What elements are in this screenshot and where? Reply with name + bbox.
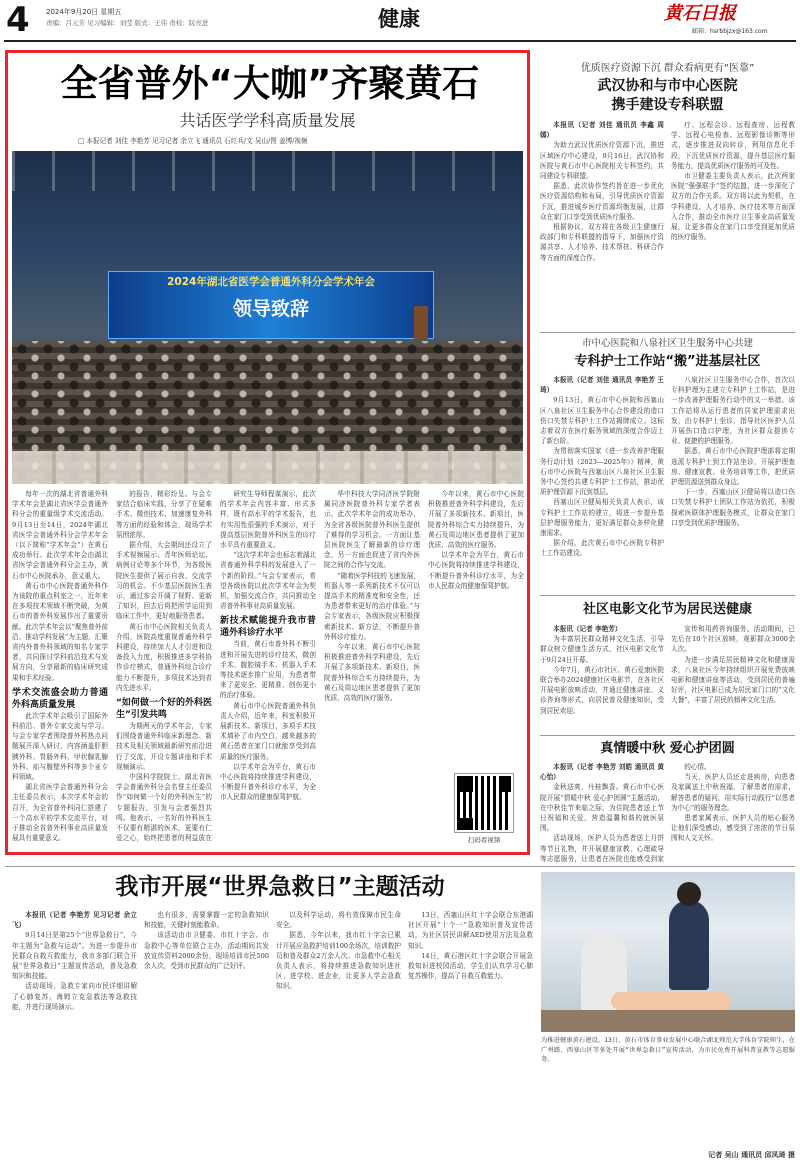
art3-paragraph: 据悉，黄石市中心医院护理部将定期选派专科护士到工作站坐诊，开展护理查房、健康宣教、业务培训等工作，把优质护理资源送到群众身边。 (671, 447, 795, 487)
section-title: 健康 (378, 7, 420, 31)
page-number: 4 (6, 0, 30, 40)
art5-paragraph: 患者家属表示，医护人员的贴心服务让他们深受感动，感受到了浓浓的节日氛围和人文关怀。 (671, 814, 795, 843)
art6-byline: 本报讯（记者 李艳芳 见习记者 余立飞） (12, 911, 137, 930)
lead-column-3 (220, 489, 316, 844)
ceiling-lights (12, 151, 523, 191)
masthead (0, 0, 800, 44)
conference-photo (12, 151, 523, 484)
lead-subhead-1: 学术交流盛会助力普通外科高质量发展 (12, 687, 108, 710)
newspaper-logo: 黄石日报 (664, 3, 736, 24)
art3-kicker: 市中心医院和八泉社区卫生服务中心共建 (581, 338, 753, 349)
art2-kicker: 优质医疗资源下沉 群众看病更有“医靠” (580, 63, 755, 74)
qr-caption: 扫码看视频 (467, 836, 501, 844)
lead-paragraph: 此次学术年会吸引了国际外科前沿、普外专家交流与学习。与会专家学者围绕普外科热点问题展开深入研讨，内容涵盖肝胆胰外科、胃肠外科、甲状腺乳腺外科、疝与腹壁外科等多个亚专科领域。 (12, 711, 108, 782)
art2-column-2 (671, 120, 795, 332)
art2-paragraph: 为助力武汉优质医疗资源下沉，推进区域医疗中心建设，9月16日，武汉协和医院与黄石市中心医院相关专科签约，共同建设专科联盟。 (540, 141, 664, 181)
first-aid-photo (541, 872, 795, 1032)
lead-paragraph: 以学术年会为平台，黄石市中心医院将持续推进学科建设，不断提升普外科诊疗水平，为全市人民群众的健康保驾护航。 (220, 762, 316, 802)
art4-title: 社区电影文化节为居民送健康 (582, 602, 752, 617)
lead-paragraph: 的报告，精彩纷呈。与会专家结合临床实践，分享了在疑难手术、微创技术、加速康复外科等方面的经验和体会，现场学术氛围浓厚。 (116, 490, 212, 539)
art6-paragraph: 13日，西塞山区红十字会联合东港湖社区开展“十个一”急救知识普及宣传活动，为社区居民讲解AED使用方法及急救知识。 (408, 911, 533, 950)
art6-column-2 (144, 910, 269, 1160)
art3-paragraph: 据介绍，此次黄石市中心医院专科护士工作站建设。 (540, 539, 664, 558)
table-cloth (12, 451, 523, 484)
lead-column-5 (428, 489, 524, 771)
lead-paragraph: 中国科学院院士、湖北省医学会普通外科分会名誉主任委员作“如何做一个好的外科医生”的专题报告，引发与会者强烈共鸣。他表示，一名好的外科医生不仅要有精湛的医术，更要有仁爱之心，始终把患者的利益放在 (116, 773, 212, 843)
art5-column-2 (671, 762, 795, 864)
art2-paragraph: 据悉，此次协作签约旨在进一步优化医疗资源结构和布局，引导优质医疗资源下沉，推进城乡医疗资源均衡发展，让群众在家门口享受到优质医疗服务。 (540, 182, 664, 221)
art2-paragraph: 根据协议，双方将在各级卫生健康行政部门和专科联盟的指导下，加强医疗资源共享、人才培养、技术帮扶、科研合作等方面的深度合作。 (540, 223, 664, 262)
lead-paragraph: 黄石市中心医院相关负责人介绍，医院高度重视普通外科学科建设，持续加大人才引进和设备投入力度，积极推进多学科协作诊疗模式，普通外科综合诊疗能力不断提升，多项技术达到省内先进水平。 (116, 622, 212, 692)
art2-title-1: 武汉协和与市中心医院 (597, 78, 738, 94)
instructor-figure (669, 900, 709, 990)
art6-paragraph: 也有很多，需要掌握一定的急救知识和技能，关键时刻能救命。 (144, 911, 269, 930)
lead-byline: □ 本报记者 刘佳 李艳芳 见习记者 余立飞 通讯员 石红兵/文 吴山/图 姜博/视频 (78, 137, 308, 145)
lead-column-1 (12, 489, 108, 844)
photo-credit: 记者 吴山 通讯员 邱凤琦 摄 (708, 1151, 795, 1159)
lead-paragraph: 当前，黄石市普外科不断引进和开展先进的诊疗技术，微创手术、腹腔镜手术、机器人手术等技术逐步推广应用，为患者带来了更安全、更精准、创伤更小的治疗体验。 (220, 640, 316, 700)
art2-title-2: 携手建设专科联盟 (611, 97, 724, 113)
podium (414, 306, 428, 340)
editors-line: 责编：吕元芳 见习编辑：刘莹 版式：王伟 责校：阮亮进 (46, 19, 209, 27)
art6-paragraph: 以及科学运动，将有效保障市民生命安全。 (276, 911, 401, 930)
art6-paragraph: 该活动由市卫健委、市红十字会、市急救中心等单位联合主办，活动期间共发放宣传资料2000余份，现场培训市民500余人次，受到市民群众的广泛好评。 (144, 931, 269, 971)
art3-byline: 本报讯（记者 刘佳 通讯员 李艳芳 王琦） (540, 376, 664, 395)
lead-paragraph: 黄石市中心医院普通外科负责人介绍，近年来，科室积极开展新技术、新项目，多项手术技术填补了市内空白，越来越多的黄石患者在家门口就能享受到高质量的医疗服务。 (220, 701, 316, 761)
lead-paragraph: 以学术年会为平台，黄石市中心医院将持续推进学科建设，不断提升普外科诊疗水平，为全市人民群众的健康保驾护航。 (428, 551, 524, 590)
art6-column-4 (408, 910, 533, 1160)
lead-paragraph: 据介绍，大会期间还设立了手术视频展示、青年医师论坛、病例讨论等多个环节，为各级医院医生提供了展示自我、交流学习的机会。不少基层医院医生表示，通过参会开阔了视野、更新了知识，回去后将把所学运用到临床工作中，更好地服务患者。 (116, 541, 212, 621)
lead-paragraph: “随着医学科技的飞速发展，机器人等一系列新技术不仅可以提高手术的精准度和安全性，还为患者带来更好的治疗体验。”与会专家表示，各级医院应积极探索新技术、新方法，不断提升普外科诊疗能力。 (324, 571, 420, 641)
lead-paragraph: 今年以来，黄石市中心医院积极推进普外科学科建设，先后开展了多项新技术、新项目，医院普外科综合实力持续提升，为黄石及周边地区患者提供了更加优质、高效的医疗服务。 (428, 490, 524, 550)
art4-column-1 (540, 624, 664, 734)
art3-paragraph: 西塞山区卫健局相关负责人表示，该专科护士工作站的建立，将进一步提升基层护理服务能力，更好满足群众多样化健康需求。 (540, 498, 664, 538)
art6-paragraph: 14日，黄石港区红十字会联合开展急救知识进校园活动，学生们认真学习心肺复苏操作，提高了自救互救能力。 (408, 951, 533, 981)
date-line: 2024年9月20日 星期五 (46, 8, 122, 16)
email-line: 邮箱：hsrbbjzx@163.com (692, 28, 768, 35)
art4-column-2 (671, 624, 795, 734)
art5-paragraph: 活动现场，医护人员为患者送上月饼等节日礼物，并开展健康宣教、心理疏导等志愿服务，让患者在医院也能感受到家 (540, 834, 664, 863)
lead-subhead-3: 新技术赋能提升我市普通外科诊疗水平 (220, 616, 316, 639)
lead-paragraph: 为期两天的学术年会，专家们围绕普通外科临床新理念、新技术及相关领域最新研究前沿进行了交流，开设专题讲座和手术视频演示。 (116, 722, 212, 771)
art2-byline: 本报讯（记者 刘佳 通讯员 李鑫 周嫣） (540, 121, 664, 140)
divider (5, 866, 795, 867)
art6-column-1 (12, 910, 137, 1160)
art3-paragraph: 9月13日，黄石市中心医院和西塞山区八泉社区卫生服务中心合作建设的造口伤口失禁专科护士工作站揭牌成立。这标志着双方在医疗服务领域的深度合作迈上了新台阶。 (540, 396, 664, 446)
art6-paragraph: 活动现场，急救专家向市民详细讲解了心肺复苏、海姆立克急救法等急救技能，并进行现场演示。 (12, 982, 137, 1011)
art2-paragraph: 市卫健委主要负责人表示，此次两家医院“强强联手”签约结盟，进一步深化了双方的合作关系。双方将以此为契机，在学科建设、人才培养、医疗技术等方面深入合作，推动全市医疗卫生事业高质量发展，让更多群众在家门口享受到更加优质的医疗服务。 (671, 172, 795, 242)
art6-column-3 (276, 910, 401, 1160)
art5-paragraph: 当天，医护人员还走进病房，向患者及家属送上中秋祝福，了解患者的需求，解答患者的疑问，用实际行动践行“以患者为中心”的服务理念。 (671, 773, 795, 812)
lead-paragraph: 华中科技大学同济医学院附属同济医院普外科专家学者表示，此次学术年会的成功举办，为全省各级医院普外科医生提供了难得的学习机会。一方面让基层医院医生了解最新的诊疗理念，另一方面也促进了省内外医院之间的合作与交流。 (324, 490, 420, 570)
lead-paragraph: 黄石市中心医院普通外科作为该院的重点科室之一，近年来在多项技术领域不断突破，为黄石市的普外科发展作出了重要贡献。此次学术年会以“聚焦普外前沿、推动学科发展”为主题，汇聚省内外普外科领域的知名专家学者，共同探讨学科前沿技术与发展方向，分享最新的临床研究成果和手术经验。 (12, 581, 108, 682)
art3-title: 专科护士工作站“搬”进基层社区 (574, 354, 761, 369)
lead-subhead-2: “如何做一个好的外科医生”引发共鸣 (116, 698, 212, 721)
lead-paragraph: 每年一次的湖北省普通外科学术年会是湖北省医学会普通外科分会的重量级学术交流活动。9月13日至14日，2024年湖北省医学会普通外科分会学术年会（以下简称“学术年会”）在黄石成功举行。此次学术年会由湖北省医学会普通外科分会主办，黄石市中心医院承办，意义重大。 (12, 490, 108, 580)
art5-paragraph: 的心情。 (684, 763, 711, 771)
lead-title: 全省普外“大咖”齐聚黄石 (60, 62, 480, 105)
lead-paragraph: 今年以来，黄石市中心医院积极推进普外科学科建设，先后开展了多项新技术、新项目，医院普外科综合实力持续提升，为黄石及周边地区患者提供了更加优质、高效的医疗服务。 (324, 643, 420, 703)
lead-paragraph: “这次学术年会也标志着湖北省普通外科学科的发展进入了一个新的阶段。”与会专家表示，希望各级医院以此次学术年会为契机，加强交流合作，共同推动全省普外科事业高质量发展。 (220, 551, 316, 611)
photo-caption: 为推进健康黄石建设，13日，黄石市体育事业发展中心联合湖北师范大学体育学院师生，在广州路、西塞山区等多处开展“世界急救日”宣传活动，为市民免费开展科普宣教等志愿服务。 (541, 1037, 795, 1063)
art5-column-1 (540, 762, 664, 864)
manikin (611, 992, 731, 1010)
art3-paragraph: 八泉社区卫生服务中心合作，首次以专科护理为主建立专科护士工作站，是进一步改善护理服务行动中的又一举措。该工作站将从运行患者的居家护理需求出发，由专科护士坐诊、指导社区医护人员开展伤口造口护理，为社区群众提供专业、便捷的护理服务。 (671, 376, 795, 446)
qr-code[interactable] (455, 774, 513, 832)
lead-paragraph: 研究生导师程谋演示，此次的学术年会内容丰富、形式多样，既有高水平的学术报告，也有实用性很强的手术演示，对于提高基层医院普外科医生的诊疗水平具有重要意义。 (220, 490, 316, 550)
art4-byline: 本报讯（记者 李艳芳） (553, 625, 622, 633)
divider (540, 595, 795, 596)
masthead-rule (4, 40, 796, 42)
art4-paragraph: 今年7月，黄石市社区、黄石爱康医院联合举办2024健康社区电影节，在各社区开展电影放映活动，并通过健康讲座、义诊咨询等形式，向居民普及健康知识，受到居民欢迎。 (540, 665, 664, 715)
art3-column-2 (671, 375, 795, 593)
art4-paragraph: 为进一步满足居民精神文化和健康需求，八泉社区今年持续组织开展免费放映电影和健康讲座等活动，受到居民的普遍好评，社区电影已成为居民家门口的“文化大餐”，丰富了居民的精神文化生活。 (671, 655, 795, 705)
art3-paragraph: 为贯彻落实国家《进一步改善护理服务行动计划（2023—2025年）》精神，黄石市中心医院与西塞山区八泉社区卫生服务中心签约共建专科护士工作站，推动优质护理资源下沉到基层。 (540, 447, 664, 497)
instructor-head (677, 882, 701, 906)
art6-title: 我市开展“世界急救日”主题活动 (115, 874, 445, 900)
divider (540, 332, 795, 333)
floor (541, 1010, 795, 1032)
art5-byline: 本报讯（记者 李艳芳 刘皓 通讯员 黄心怡） (540, 763, 664, 782)
lead-column-4 (324, 489, 420, 844)
lead-column-2 (116, 489, 212, 844)
art2-paragraph: 疗、远程会诊、远程查房、远程教学、远程心电检查、远程影像诊断等形式，逐步推进双向转诊，利用信息化手段，下沉优质医疗资源，提升基层医疗服务能力，提高优质医疗服务的可及性。 (671, 121, 795, 170)
art5-title: 真情暖中秋 爱心护团圆 (600, 741, 735, 756)
lead-subtitle: 共话医学学科高质量发展 (179, 111, 356, 130)
divider (540, 735, 795, 736)
art4-paragraph: 宣传和用药咨询服务。活动期间，已先后在10个社区放映，观影群众3000余人次。 (671, 625, 795, 654)
art6-paragraph: 9月14日是第25个“世界急救日”，今年主题为“急救与运动”。为进一步提升市民群众自救互救能力，我市多部门联合开展“世界急救日”主题宣传活动，普及急救知识和技能。 (12, 931, 137, 981)
art3-column-1 (540, 375, 664, 593)
stage-banner-sub: 领导致辞 (232, 298, 309, 320)
lead-paragraph (12, 844, 108, 845)
stage-banner-text: 2024年湖北省医学会普通外科分会学术年会 (167, 276, 375, 288)
art2-column-1 (540, 120, 664, 332)
art4-paragraph: 为丰富居民群众精神文化生活，引导群众树立健康生活方式，社区电影文化节于9月24日开幕。 (540, 635, 664, 664)
lead-paragraph: 湖北省医学会普通外科分会主任委员表示，本次学术年会的召开，为全省普外科同仁搭建了一个高水平的学术交流平台，对于推动全省普外科事业高质量发展具有重要意义。 (12, 783, 108, 843)
art5-paragraph: 金秋送爽，丹桂飘香。黄石市中心医院开展“情暖中秋 爱心护团圆”主题活动，在中秋佳节来临之际，为住院患者送上节日祝福和关爱，营造温馨和谐的就医氛围。 (540, 783, 664, 833)
art6-paragraph: 据悉，今年以来，我市红十字会已累计开展应急救护培训100余场次，培训救护员和普及群众2万余人次。市急救中心相关负责人表示，将持续推进急救知识进社区、进学校、进企业，让更多人学会急救知识。 (276, 931, 401, 991)
art3-paragraph: 下一步，西塞山区卫健局将以造口伤口失禁专科护士团队工作站为依托，积极探索医联体护理服务模式，让群众在家门口享受到优质护理服务。 (671, 488, 795, 527)
